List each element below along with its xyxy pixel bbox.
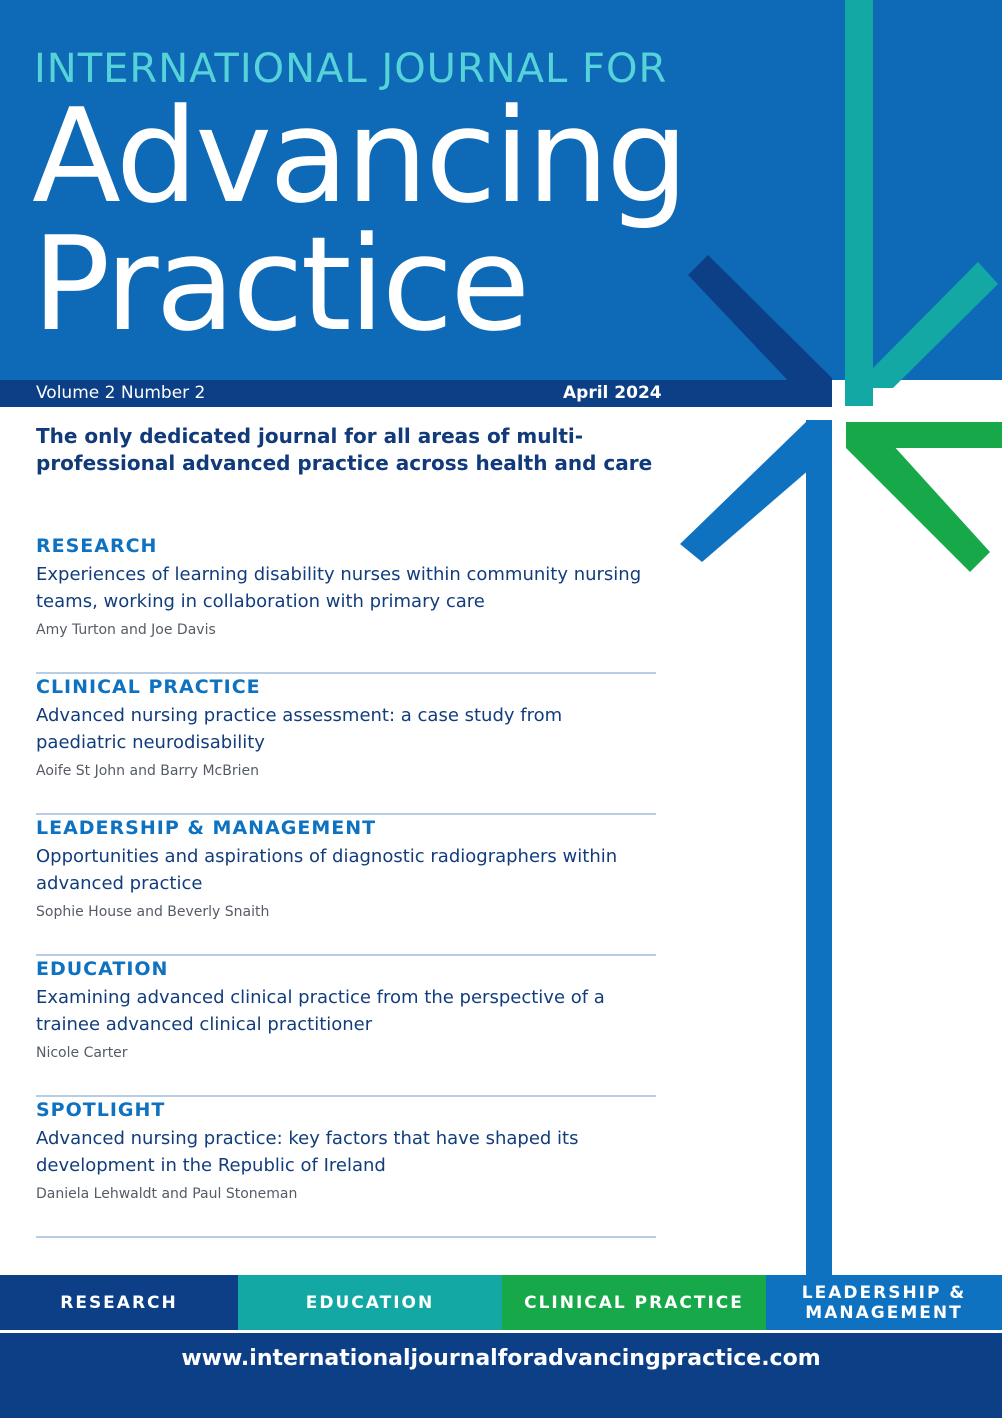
section-category: CLINICAL PRACTICE	[36, 676, 261, 698]
issue-bar	[0, 380, 832, 407]
tab-clinical-practice: CLINICAL PRACTICE	[502, 1275, 766, 1330]
tab-leadership-management: LEADERSHIP & MANAGEMENT	[766, 1275, 1002, 1330]
section-category: EDUCATION	[36, 958, 169, 980]
issue-date: April 2024	[563, 383, 662, 403]
article-authors: Daniela Lehwaldt and Paul Stoneman	[36, 1186, 298, 1202]
footer	[0, 1333, 1002, 1418]
journal-title-line-1: Advancing	[32, 80, 686, 232]
journal-pre-title: INTERNATIONAL JOURNAL FOR	[34, 46, 668, 92]
website-url: www.internationaljournalforadvancingpractice.com	[181, 1346, 821, 1371]
article-authors: Amy Turton and Joe Davis	[36, 622, 216, 638]
article-authors: Sophie House and Beverly Snaith	[36, 904, 270, 920]
article-title: Opportunities and aspirations of diagnostic radiographers within advanced practice	[36, 846, 618, 894]
issue-volume: Volume 2 Number 2	[36, 383, 206, 403]
article-authors: Aoife St John and Barry McBrien	[36, 763, 259, 779]
article-title: Advanced nursing practice: key factors that have shaped its development in the Republic of Ireland	[36, 1128, 579, 1176]
article-authors: Nicole Carter	[36, 1045, 128, 1061]
article-title: Advanced nursing practice assessment: a case study from paediatric neurodisability	[36, 705, 563, 753]
section-spotlight	[36, 1097, 656, 1238]
section-education	[36, 956, 656, 1097]
tab-education: EDUCATION	[238, 1275, 502, 1330]
section-category: SPOTLIGHT	[36, 1099, 166, 1121]
contents-list	[36, 533, 656, 1238]
article-title: Examining advanced clinical practice from the perspective of a trainee advanced clinical practitioner	[36, 987, 605, 1035]
section-research	[36, 533, 656, 674]
journal-title-line-2: Practice	[32, 208, 528, 360]
tab-research: RESEARCH	[0, 1275, 238, 1330]
article-title: Experiences of learning disability nurses within community nursing teams, working in collaboration with primary care	[36, 564, 642, 612]
section-category: RESEARCH	[36, 535, 158, 557]
section-clinical-practice	[36, 674, 656, 815]
category-bar	[0, 1275, 1002, 1330]
section-category: LEADERSHIP & MANAGEMENT	[36, 817, 377, 839]
tagline: The only dedicated journal for all areas of multi-professional advanced practice across health and care	[36, 424, 653, 475]
section-leadership-management	[36, 815, 656, 956]
